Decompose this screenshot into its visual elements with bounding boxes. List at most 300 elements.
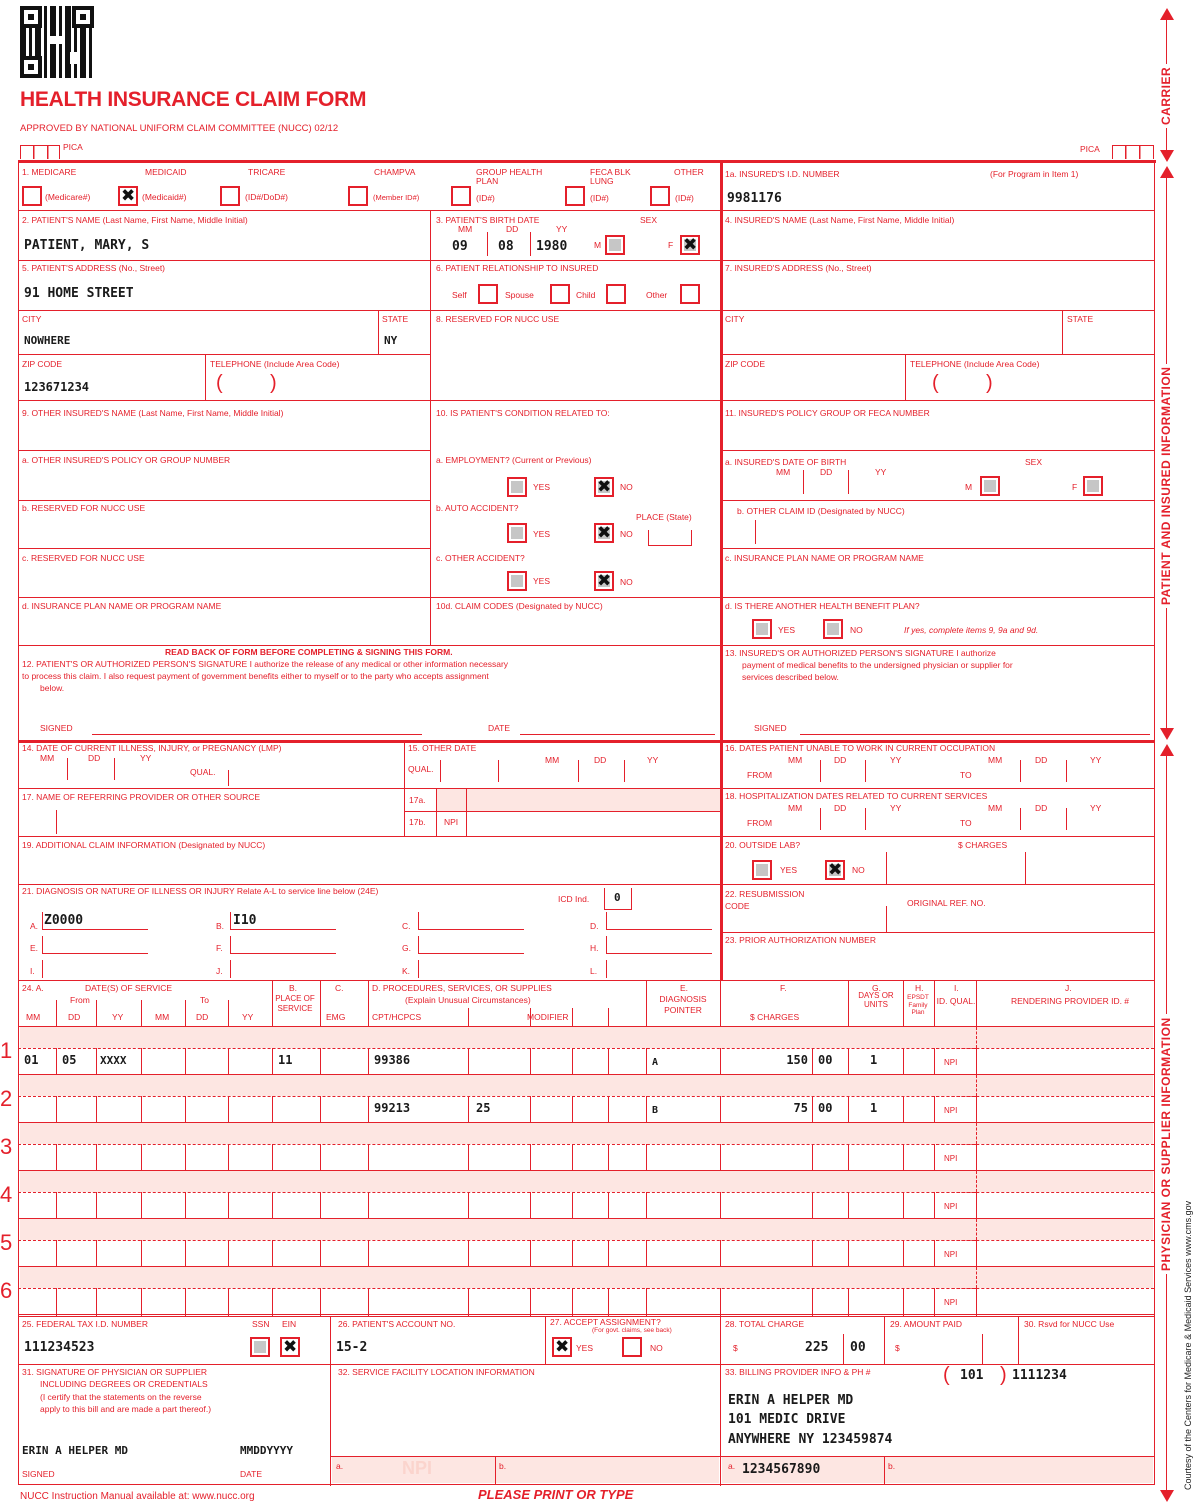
box12-sign-line	[92, 734, 422, 735]
box17a-label: 17a.	[409, 795, 426, 805]
state-value[interactable]: NY	[384, 334, 398, 347]
b18-s3	[1020, 808, 1021, 830]
diag-j-field[interactable]	[230, 960, 336, 978]
box23-label: 23. PRIOR AUTHORIZATION NUMBER	[725, 935, 876, 945]
service-line-number: 3	[0, 1134, 13, 1159]
b18-s4	[1066, 808, 1067, 830]
rel-spouse-checkbox[interactable]	[550, 284, 570, 304]
box25-label: 25. FEDERAL TAX I.D. NUMBER	[22, 1319, 148, 1329]
patient-address-value[interactable]: 91 HOME STREET	[24, 286, 134, 301]
accept-yes: YES	[576, 1343, 594, 1353]
accept-yes-checkbox[interactable]	[552, 1337, 572, 1357]
box31-l3: (I certify that the statements on the reverse	[40, 1392, 202, 1402]
pica-left-boxes	[20, 145, 60, 159]
rule-500-right	[720, 500, 1154, 501]
employment-yes-checkbox[interactable]	[507, 477, 527, 497]
box15-mm: MM	[545, 755, 560, 765]
b24-days: DAYS OR UNITS	[858, 991, 894, 1009]
box27-sub: (For govt. claims, see back)	[592, 1327, 672, 1334]
group-sub: (ID#)	[476, 193, 495, 203]
rule-597	[18, 597, 1154, 598]
sex-m-label: M	[594, 240, 602, 250]
diag-l-field[interactable]	[606, 960, 712, 978]
box18-yy2: YY	[1090, 803, 1102, 813]
box11a-dd: DD	[820, 467, 833, 477]
pica-left-label: PICA	[63, 142, 83, 152]
box13-text3: services described below.	[742, 672, 839, 682]
service-modifier[interactable]: 25	[476, 1101, 491, 1115]
box25-ssn: SSN	[252, 1319, 270, 1329]
outside-lab-yes-checkbox[interactable]	[752, 860, 772, 880]
diag-i-field[interactable]	[42, 960, 148, 978]
b17a-sep	[436, 789, 437, 836]
box12-text1: 12. PATIENT'S OR AUTHORIZED PERSON'S SIGNATURE I authorize the release of any medical or other information necessary	[22, 659, 509, 669]
service-line-mid-rule	[18, 1240, 1154, 1241]
box16-to: TO	[960, 770, 972, 780]
box1-champva: CHAMPVA	[374, 167, 416, 177]
rule-354-left	[18, 354, 430, 355]
box13-text2: payment of medical benefits to the undersigned physician or supplier for	[742, 660, 1013, 670]
box7-label: 7. INSURED'S ADDRESS (No., Street)	[725, 263, 872, 273]
b17a-sep2	[466, 789, 467, 811]
b16-s4	[1066, 760, 1067, 782]
service-units[interactable]: 1	[870, 1101, 878, 1115]
other-checkbox[interactable]	[650, 186, 670, 206]
billing-line2[interactable]: 101 MEDIC DRIVE	[728, 1412, 846, 1427]
b24-b: B.	[289, 983, 298, 993]
dob-mm-value[interactable]: 09	[452, 239, 468, 254]
b18-s2	[865, 808, 866, 830]
v-205	[205, 354, 206, 400]
insured-sex-f-checkbox[interactable]	[1083, 476, 1103, 496]
box15-dd: DD	[594, 755, 607, 765]
qr-code	[20, 6, 94, 78]
employment-no-checkbox[interactable]	[594, 477, 614, 497]
ssn-checkbox[interactable]	[250, 1337, 270, 1357]
diag-c-letter: C.	[402, 921, 411, 931]
another-plan-yes: YES	[778, 625, 796, 635]
patient-name-value[interactable]: PATIENT, MARY, S	[24, 238, 150, 253]
box3-sex: SEX	[640, 215, 658, 225]
b16-s2	[865, 760, 866, 782]
another-plan-no-checkbox[interactable]	[823, 619, 843, 639]
carrier-arrow-down	[1160, 150, 1174, 162]
rule-980	[18, 980, 1154, 981]
rule-1456-32	[330, 1456, 720, 1457]
b17-sep	[56, 810, 57, 834]
service-npi: NPI	[944, 1106, 958, 1115]
tricare-checkbox[interactable]	[220, 186, 240, 206]
box21-label: 21. DIAGNOSIS OR NATURE OF ILLNESS OR INJURY Relate A-L to service line below (24E)	[22, 886, 379, 896]
b24-mm1: MM	[26, 1012, 41, 1022]
box14-mm: MM	[40, 753, 55, 763]
ein-checkbox[interactable]	[280, 1337, 300, 1357]
b24-g: G.	[872, 983, 881, 993]
footer-print: PLEASE PRINT OR TYPE	[478, 1487, 634, 1502]
outside-lab-no-checkbox[interactable]	[825, 860, 845, 880]
rule-932-right	[720, 932, 1154, 933]
service-line-mid-rule	[18, 1192, 1154, 1193]
total-cents-value[interactable]: 00	[850, 1340, 866, 1355]
rel-self-checkbox[interactable]	[478, 284, 498, 304]
auto-no: NO	[620, 529, 633, 539]
box3-yy: YY	[556, 224, 568, 234]
b24-diag: DIAGNOSIS POINTER	[659, 994, 707, 1015]
box12-date-line	[520, 734, 715, 735]
physician-side-label: PHYSICIAN OR SUPPLIER INFORMATION	[1159, 1014, 1173, 1274]
box18-yy1: YY	[890, 803, 902, 813]
service-npi: NPI	[944, 1250, 958, 1259]
b24-mm2: MM	[155, 1012, 170, 1022]
box15-yy: YY	[647, 755, 659, 765]
medicare-checkbox[interactable]	[22, 186, 42, 206]
diag-b-letter: B.	[216, 921, 225, 931]
service-mm[interactable]: 01	[24, 1053, 39, 1067]
physician-date-value[interactable]: MMDDYYYY	[240, 1444, 293, 1457]
box14-dd: DD	[88, 753, 101, 763]
b24-id: ID. QUAL.	[936, 996, 976, 1006]
service-pos[interactable]: 11	[278, 1053, 293, 1067]
box12-date: DATE	[488, 723, 511, 733]
place-state-field[interactable]	[648, 530, 692, 546]
box30-label: 30. Rsvd for NUCC Use	[1024, 1319, 1115, 1329]
diag-f-field[interactable]	[230, 936, 336, 954]
rel-other-checkbox[interactable]	[680, 284, 700, 304]
outside-lab-no: NO	[852, 865, 865, 875]
auto-yes: YES	[533, 529, 551, 539]
city-value[interactable]: NOWHERE	[24, 334, 71, 347]
b24-charges: $ CHARGES	[750, 1012, 800, 1022]
diag-k-field[interactable]	[418, 960, 524, 978]
service-line-number: 6	[0, 1278, 13, 1303]
b24-f: F.	[780, 983, 787, 993]
box10b-label: b. AUTO ACCIDENT?	[436, 503, 519, 513]
box9b-label: b. RESERVED FOR NUCC USE	[22, 503, 146, 513]
b24-e: E.	[680, 983, 689, 993]
zip-label: ZIP CODE	[22, 359, 62, 369]
b16-s1	[820, 760, 821, 782]
service-cents[interactable]: 00	[818, 1101, 833, 1115]
other-acc-no-checkbox[interactable]	[594, 571, 614, 591]
patient-arrow-down	[1160, 728, 1174, 740]
medicare-sub: (Medicare#)	[45, 192, 91, 202]
b32-sep	[495, 1456, 496, 1484]
diag-a-letter: A.	[30, 921, 39, 931]
box1-feca: FECA BLK LUNG	[590, 167, 631, 186]
accept-no: NO	[650, 1343, 663, 1353]
box1-tricare: TRICARE	[248, 167, 286, 177]
box18-dd2: DD	[1035, 803, 1048, 813]
diag-h-field[interactable]	[606, 936, 712, 954]
box8-label: 8. RESERVED FOR NUCC USE	[436, 314, 560, 324]
v-905	[905, 354, 906, 400]
box1-other: OTHER	[674, 167, 704, 177]
diag-b-value[interactable]: I10	[233, 913, 257, 928]
box3-mm: MM	[458, 224, 473, 234]
b29-cents-sep	[982, 1334, 983, 1364]
box10d-label: 10d. CLAIM CODES (Designated by NUCC)	[436, 601, 603, 611]
box10-label: 10. IS PATIENT'S CONDITION RELATED TO:	[436, 408, 610, 418]
box12-text2: to process this claim. I also request payment of government benefits either to myself or to the party who accepts assignment	[22, 671, 489, 681]
box13-signed: SIGNED	[754, 723, 787, 733]
other-acc-yes: YES	[533, 576, 551, 586]
service-cpt[interactable]: 99386	[374, 1053, 411, 1067]
box16-mm2: MM	[988, 755, 1003, 765]
service-line-shade	[20, 1027, 1153, 1048]
rule-bottom	[18, 1484, 1154, 1485]
box32-npi-watermark: NPI	[402, 1458, 433, 1478]
box11a-mm: MM	[776, 467, 791, 477]
box15-sep1	[578, 760, 579, 782]
box18-from: FROM	[747, 818, 773, 828]
accept-no-checkbox[interactable]	[622, 1337, 642, 1357]
box3-label: 3. PATIENT'S BIRTH DATE	[436, 215, 540, 225]
diag-d-letter: D.	[590, 921, 599, 931]
box9c-label: c. RESERVED FOR NUCC USE	[22, 553, 145, 563]
medicaid-checkbox[interactable]	[118, 186, 138, 206]
box18-to: TO	[960, 818, 972, 828]
diag-g-field[interactable]	[418, 936, 524, 954]
v-545	[545, 1316, 546, 1364]
diag-e-field[interactable]	[42, 936, 148, 954]
box31-l2: INCLUDING DEGREES OR CREDENTIALS	[40, 1379, 208, 1389]
box33-a: a.	[728, 1461, 736, 1471]
another-plan-no: NO	[850, 625, 863, 635]
rule-884	[18, 884, 1154, 885]
rel-self-label: Self	[452, 290, 467, 300]
service-line-rule	[18, 1314, 1154, 1315]
diag-a-value[interactable]: Z0000	[44, 913, 84, 928]
patient-side-label: PATIENT AND INSURED INFORMATION	[1159, 364, 1173, 608]
rendering-inner-sep	[976, 1267, 977, 1288]
dob-sep-2	[530, 232, 531, 256]
v-430-a	[430, 210, 431, 400]
box16-from: FROM	[747, 770, 773, 780]
another-plan-note: If yes, complete items 9, 9a and 9d.	[904, 625, 1039, 635]
rule-310	[18, 310, 1154, 311]
box16-mm1: MM	[788, 755, 803, 765]
service-line-shade	[20, 1075, 1153, 1096]
box11a-label: a. INSURED'S DATE OF BIRTH	[725, 457, 847, 467]
box31-signed: SIGNED	[22, 1469, 55, 1479]
box13-text1: 13. INSURED'S OR AUTHORIZED PERSON'S SIGNATURE I authorize	[725, 648, 996, 658]
rendering-dash	[936, 1096, 976, 1097]
dob-yy-value[interactable]: 1980	[536, 239, 568, 254]
rule-210	[18, 210, 1154, 211]
service-line-number: 5	[0, 1230, 13, 1255]
auto-no-checkbox[interactable]	[594, 523, 614, 543]
service-charge[interactable]: 75	[793, 1101, 808, 1115]
insured-sex-m-checkbox[interactable]	[980, 476, 1000, 496]
champva-checkbox[interactable]	[348, 186, 368, 206]
service-line-number: 1	[0, 1038, 13, 1063]
form-title: HEALTH INSURANCE CLAIM FORM	[20, 88, 367, 111]
v-1062	[1062, 310, 1063, 354]
dob11-sep-1	[803, 470, 804, 494]
total-charge-value[interactable]: 225	[805, 1340, 829, 1355]
box19-label: 19. ADDITIONAL CLAIM INFORMATION (Designated by NUCC)	[22, 840, 266, 850]
service-line-mid-rule	[18, 1048, 1154, 1049]
box10a-label: a. EMPLOYMENT? (Current or Previous)	[436, 455, 592, 465]
box4-label: 4. INSURED'S NAME (Last Name, First Name, Middle Initial)	[725, 215, 955, 225]
service-line-shade	[20, 1219, 1153, 1240]
tax-id-value[interactable]: 111234523	[24, 1340, 95, 1355]
sex-m-checkbox[interactable]	[605, 235, 625, 255]
rel-child-label: Child	[576, 290, 596, 300]
box18-mm1: MM	[788, 803, 803, 813]
tel-close-paren: )	[270, 372, 277, 394]
box11a-sex: SEX	[1025, 457, 1043, 467]
box5-label: 5. PATIENT'S ADDRESS (No., Street)	[22, 263, 166, 273]
box6-label: 6. PATIENT RELATIONSHIP TO INSURED	[436, 263, 599, 273]
b22-sep	[886, 906, 887, 932]
diag-l-letter: L.	[590, 966, 598, 976]
b16-s3	[1020, 760, 1021, 782]
carrier-arrow-up	[1160, 8, 1174, 20]
service-npi: NPI	[944, 1058, 958, 1067]
feca-checkbox[interactable]	[565, 186, 585, 206]
insured-id-value[interactable]: 9981176	[727, 191, 782, 206]
rendering-inner-sep	[976, 1027, 977, 1048]
zip-value[interactable]: 123671234	[24, 380, 90, 394]
box20-charges: $ CHARGES	[958, 840, 1008, 850]
insured-tel-label: TELEPHONE (Include Area Code)	[910, 359, 1040, 369]
rule-400	[18, 400, 1154, 401]
b17-mid	[404, 811, 720, 812]
box15-qual-sep	[440, 760, 441, 782]
service-cpt[interactable]: 99213	[374, 1101, 411, 1115]
b24-dd1: DD	[68, 1012, 81, 1022]
rule-354-right	[720, 354, 1154, 355]
billing-npi-value[interactable]: 1234567890	[742, 1462, 821, 1477]
box14-sep2	[114, 758, 115, 780]
b24-yy1: YY	[112, 1012, 124, 1022]
outside-lab-yes: YES	[780, 865, 798, 875]
box1-medicare: 1. MEDICARE	[22, 167, 77, 177]
box1-group: GROUP HEALTH PLAN	[476, 167, 543, 186]
box15-qual: QUAL.	[408, 764, 434, 774]
service-dd[interactable]: 05	[62, 1053, 77, 1067]
service-line-number: 2	[0, 1086, 13, 1111]
box11a-m: M	[965, 482, 973, 492]
dob-dd-value[interactable]: 08	[498, 239, 514, 254]
diag-d-field[interactable]	[606, 912, 712, 930]
box16-label: 16. DATES PATIENT UNABLE TO WORK IN CURRENT OCCUPATION	[725, 743, 996, 753]
box31-l1: 31. SIGNATURE OF PHYSICIAN OR SUPPLIER	[22, 1367, 207, 1377]
tricare-sub: (ID#/DoD#)	[245, 192, 288, 202]
rule-450-left	[18, 450, 430, 451]
service-npi: NPI	[944, 1154, 958, 1163]
box16-dd2: DD	[1035, 755, 1048, 765]
rule-450-right	[720, 450, 1154, 451]
b18-s1	[820, 808, 821, 830]
service-line-mid-rule	[18, 1096, 1154, 1097]
billing-line1[interactable]: ERIN A HELPER MD	[728, 1393, 854, 1408]
box32-b: b.	[499, 1461, 507, 1471]
box17-label: 17. NAME OF REFERRING PROVIDER OR OTHER SOURCE	[22, 792, 261, 802]
physician-name-value[interactable]: ERIN A HELPER MD	[22, 1444, 128, 1457]
service-pointer[interactable]: A	[652, 1057, 659, 1068]
box12-text3: below.	[40, 683, 65, 693]
box15-sep2	[624, 760, 625, 782]
insured-city-label: CITY	[725, 314, 745, 324]
box22-orig: ORIGINAL REF. NO.	[907, 898, 986, 908]
box32-npi-shade	[332, 1456, 719, 1483]
service-line-mid-rule	[18, 1144, 1154, 1145]
diag-c-field[interactable]	[418, 912, 524, 930]
billing-phone[interactable]: 1111234	[1012, 1368, 1067, 1383]
icd-ind-label: ICD Ind.	[558, 894, 590, 904]
b17b-sep2	[466, 811, 467, 836]
service-cents[interactable]: 00	[818, 1053, 833, 1067]
champva-sub: (Member ID#)	[373, 193, 420, 202]
service-charge[interactable]: 150	[786, 1053, 808, 1067]
service-line-shade	[20, 1123, 1153, 1144]
diag-j-letter: J.	[216, 966, 223, 976]
box28-label: 28. TOTAL CHARGE	[725, 1319, 805, 1329]
b24-to: To	[200, 995, 209, 1005]
employment-yes: YES	[533, 482, 551, 492]
b24-dd2: DD	[196, 1012, 209, 1022]
rendering-dash	[936, 1048, 976, 1049]
box17a-shade	[436, 789, 720, 811]
service-npi: NPI	[944, 1298, 958, 1307]
service-yy[interactable]: XXXX	[100, 1054, 127, 1067]
place-state-label: PLACE (State)	[636, 512, 692, 522]
b24-explain: (Explain Unusual Circumstances)	[405, 995, 531, 1005]
auto-yes-checkbox[interactable]	[507, 523, 527, 543]
tel-label: TELEPHONE (Include Area Code)	[210, 359, 340, 369]
patient-arrow-up	[1160, 166, 1174, 178]
b24-h: H.	[915, 983, 924, 993]
box11a-f: F	[1072, 482, 1078, 492]
billing-area-code[interactable]: 101	[960, 1368, 984, 1383]
top-rule	[18, 160, 1156, 163]
box1a-note: (For Program in Item 1)	[990, 169, 1079, 179]
box31-l4: apply to this bill and are made a part thereof.)	[40, 1404, 212, 1414]
service-line-shade	[20, 1267, 1153, 1288]
box28-dollar: $	[733, 1343, 738, 1353]
service-pointer[interactable]: B	[652, 1105, 659, 1116]
service-units[interactable]: 1	[870, 1053, 878, 1067]
box9d-label: d. INSURANCE PLAN NAME OR PROGRAM NAME	[22, 601, 222, 611]
box33-label: 33. BILLING PROVIDER INFO & PH #	[725, 1367, 871, 1377]
b24-i: I.	[954, 983, 959, 993]
service-line-shade	[20, 1171, 1153, 1192]
rel-child-checkbox[interactable]	[606, 284, 626, 304]
b24-from: From	[70, 995, 90, 1005]
another-plan-yes-checkbox[interactable]	[752, 619, 772, 639]
box17b-npi: NPI	[444, 817, 459, 827]
rendering-dash	[936, 1144, 976, 1145]
v-330	[330, 1316, 331, 1486]
rendering-inner-sep	[976, 1075, 977, 1096]
icd-ind-value[interactable]: 0	[614, 891, 621, 904]
diag-i-letter: I.	[30, 966, 35, 976]
b24-emg: EMG	[326, 1012, 346, 1022]
billing-line3[interactable]: ANYWHERE NY 123459874	[728, 1432, 893, 1447]
group-checkbox[interactable]	[451, 186, 471, 206]
box3-dd: DD	[506, 224, 519, 234]
v-1018	[1018, 1316, 1019, 1364]
box20-label: 20. OUTSIDE LAB?	[725, 840, 801, 850]
box10c-label: c. OTHER ACCIDENT?	[436, 553, 525, 563]
box9-label: 9. OTHER INSURED'S NAME (Last Name, First Name, Middle Initial)	[22, 408, 284, 418]
dob11-sep-2	[848, 470, 849, 494]
sex-f-checkbox[interactable]	[680, 235, 700, 255]
account-value[interactable]: 15-2	[336, 1340, 368, 1355]
other-acc-yes-checkbox[interactable]	[507, 571, 527, 591]
